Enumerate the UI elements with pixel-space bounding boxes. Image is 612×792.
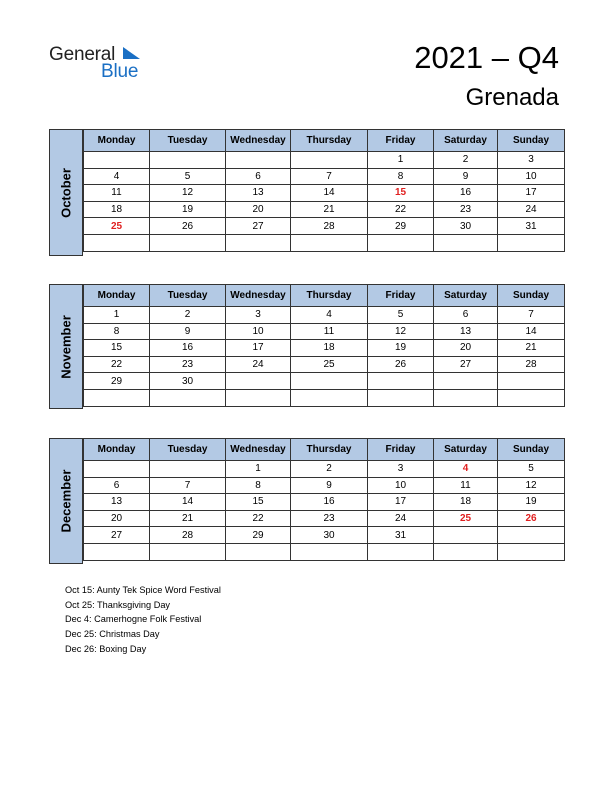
- day-cell: 1: [84, 307, 150, 324]
- weekday-header: Sunday: [498, 130, 565, 152]
- day-cell: [434, 389, 498, 406]
- day-cell: 31: [368, 527, 434, 544]
- day-cell: 3: [368, 461, 434, 478]
- week-row: [84, 307, 565, 324]
- day-cell: 20: [226, 201, 291, 218]
- day-cell: 19: [368, 340, 434, 357]
- day-cell: 12: [368, 323, 434, 340]
- day-cell: 1: [226, 461, 291, 478]
- day-cell: 13: [226, 185, 291, 202]
- weekday-header: Friday: [368, 285, 434, 307]
- day-cell: 2: [291, 461, 368, 478]
- weekday-header: Thursday: [291, 439, 368, 461]
- week-row: [84, 527, 565, 544]
- day-cell: [150, 461, 226, 478]
- month-block-november: [49, 284, 564, 409]
- day-cell: 11: [291, 323, 368, 340]
- day-cell: [84, 152, 150, 169]
- weekday-header: Monday: [84, 439, 150, 461]
- weekday-header: Thursday: [291, 285, 368, 307]
- holiday-note: Oct 15: Aunty Tek Spice Word Festival: [65, 585, 221, 595]
- week-row: [84, 494, 565, 511]
- day-cell: [434, 373, 498, 390]
- day-cell: 15: [368, 185, 434, 202]
- day-cell: 25: [84, 218, 150, 235]
- day-cell: 28: [291, 218, 368, 235]
- day-cell: 2: [434, 152, 498, 169]
- week-row: [84, 477, 565, 494]
- weekday-header: Friday: [368, 439, 434, 461]
- day-cell: 22: [368, 201, 434, 218]
- week-row: [84, 340, 565, 357]
- month-block-december: [49, 438, 564, 564]
- day-cell: [226, 543, 291, 560]
- day-cell: 10: [498, 168, 565, 185]
- day-cell: [291, 373, 368, 390]
- day-cell: 28: [498, 356, 565, 373]
- day-cell: 25: [434, 510, 498, 527]
- holiday-note: Dec 25: Christmas Day: [65, 629, 160, 640]
- day-cell: 29: [226, 527, 291, 544]
- day-cell: 7: [150, 477, 226, 494]
- day-cell: 17: [226, 340, 291, 357]
- logo-text-general: General: [49, 44, 116, 65]
- day-cell: 16: [434, 185, 498, 202]
- day-cell: 27: [226, 218, 291, 235]
- logo-text-blue: Blue: [101, 61, 139, 82]
- month-name: October: [58, 167, 74, 218]
- day-cell: [368, 543, 434, 560]
- day-cell: 30: [150, 373, 226, 390]
- day-cell: [498, 527, 565, 544]
- day-cell: 26: [368, 356, 434, 373]
- day-cell: 20: [434, 340, 498, 357]
- day-cell: [434, 543, 498, 560]
- day-cell: 18: [291, 340, 368, 357]
- month-name: December: [58, 469, 74, 533]
- weekday-header: Tuesday: [150, 130, 226, 152]
- country-name: Grenada: [465, 84, 559, 111]
- day-cell: 6: [434, 307, 498, 324]
- day-cell: 24: [498, 201, 565, 218]
- holiday-note: Dec 4: Camerhogne Folk Festival: [65, 614, 202, 625]
- day-cell: 29: [84, 373, 150, 390]
- weekday-header: Wednesday: [226, 439, 291, 461]
- day-cell: 5: [368, 307, 434, 324]
- weekday-header: Saturday: [434, 439, 498, 461]
- day-cell: 4: [291, 307, 368, 324]
- day-cell: [434, 527, 498, 544]
- holiday-notes: [65, 583, 221, 657]
- week-row: [84, 356, 565, 373]
- day-cell: 8: [84, 323, 150, 340]
- calendar-grid: [83, 129, 565, 252]
- day-cell: 6: [226, 168, 291, 185]
- week-row: [84, 218, 565, 235]
- day-cell: [226, 152, 291, 169]
- day-cell: [368, 373, 434, 390]
- day-cell: 6: [84, 477, 150, 494]
- page-title: 2021 – Q4: [414, 40, 559, 75]
- week-row: [84, 373, 565, 390]
- day-cell: 1: [368, 152, 434, 169]
- day-cell: [226, 373, 291, 390]
- holiday-note: Dec 26: Boxing Day: [65, 643, 147, 654]
- calendar-grid: [83, 284, 565, 407]
- weekday-header: Wednesday: [226, 285, 291, 307]
- day-cell: 14: [291, 185, 368, 202]
- month-name: November: [58, 314, 74, 379]
- weekday-header: Sunday: [498, 285, 565, 307]
- day-cell: [291, 152, 368, 169]
- day-cell: 20: [84, 510, 150, 527]
- weekday-header: Sunday: [498, 439, 565, 461]
- week-row: [84, 152, 565, 169]
- day-cell: [150, 543, 226, 560]
- weekday-header-row: [84, 130, 565, 152]
- day-cell: 7: [498, 307, 565, 324]
- day-cell: 21: [150, 510, 226, 527]
- day-cell: 22: [226, 510, 291, 527]
- week-row: [84, 201, 565, 218]
- week-row: [84, 389, 565, 406]
- day-cell: 19: [150, 201, 226, 218]
- day-cell: 2: [150, 307, 226, 324]
- day-cell: 12: [498, 477, 565, 494]
- week-row: [84, 168, 565, 185]
- weekday-header: Monday: [84, 285, 150, 307]
- weekday-header: Tuesday: [150, 285, 226, 307]
- day-cell: 9: [434, 168, 498, 185]
- day-cell: 19: [498, 494, 565, 511]
- day-cell: 15: [226, 494, 291, 511]
- day-cell: 16: [291, 494, 368, 511]
- day-cell: 7: [291, 168, 368, 185]
- brand-logo: [49, 44, 159, 84]
- day-cell: 4: [434, 461, 498, 478]
- day-cell: 27: [84, 527, 150, 544]
- month-block-october: [49, 129, 564, 256]
- day-cell: 21: [498, 340, 565, 357]
- day-cell: 10: [368, 477, 434, 494]
- day-cell: 11: [84, 185, 150, 202]
- day-cell: 18: [84, 201, 150, 218]
- weekday-header-row: [84, 285, 565, 307]
- day-cell: 8: [226, 477, 291, 494]
- day-cell: 16: [150, 340, 226, 357]
- holiday-note: Oct 25: Thanksgiving Day: [65, 599, 171, 610]
- day-cell: 9: [291, 477, 368, 494]
- day-cell: 21: [291, 201, 368, 218]
- day-cell: 9: [150, 323, 226, 340]
- day-cell: 26: [498, 510, 565, 527]
- day-cell: 24: [226, 356, 291, 373]
- day-cell: [150, 152, 226, 169]
- weekday-header: Friday: [368, 130, 434, 152]
- day-cell: [368, 234, 434, 251]
- day-cell: 12: [150, 185, 226, 202]
- weekday-header: Saturday: [434, 130, 498, 152]
- day-cell: [291, 389, 368, 406]
- day-cell: [498, 234, 565, 251]
- weekday-header: Monday: [84, 130, 150, 152]
- weekday-header: Thursday: [291, 130, 368, 152]
- weekday-header: Saturday: [434, 285, 498, 307]
- day-cell: 31: [498, 218, 565, 235]
- day-cell: [368, 389, 434, 406]
- day-cell: 14: [498, 323, 565, 340]
- month-label-panel: [49, 129, 83, 256]
- day-cell: 8: [368, 168, 434, 185]
- day-cell: [291, 543, 368, 560]
- month-label-panel: [49, 284, 83, 409]
- day-cell: 30: [291, 527, 368, 544]
- day-cell: 3: [226, 307, 291, 324]
- weekday-header: Tuesday: [150, 439, 226, 461]
- day-cell: [150, 234, 226, 251]
- week-row: [84, 510, 565, 527]
- day-cell: [226, 389, 291, 406]
- day-cell: [498, 373, 565, 390]
- day-cell: 23: [150, 356, 226, 373]
- week-row: [84, 543, 565, 560]
- week-row: [84, 234, 565, 251]
- weekday-header-row: [84, 439, 565, 461]
- day-cell: [434, 234, 498, 251]
- day-cell: 5: [150, 168, 226, 185]
- day-cell: 24: [368, 510, 434, 527]
- day-cell: 23: [291, 510, 368, 527]
- day-cell: 26: [150, 218, 226, 235]
- day-cell: 4: [84, 168, 150, 185]
- day-cell: 13: [434, 323, 498, 340]
- day-cell: 28: [150, 527, 226, 544]
- flag-icon: [121, 46, 141, 62]
- weekday-header: Wednesday: [226, 130, 291, 152]
- day-cell: 27: [434, 356, 498, 373]
- day-cell: 3: [498, 152, 565, 169]
- day-cell: 29: [368, 218, 434, 235]
- day-cell: [150, 389, 226, 406]
- day-cell: [226, 234, 291, 251]
- day-cell: 18: [434, 494, 498, 511]
- day-cell: 17: [368, 494, 434, 511]
- day-cell: 30: [434, 218, 498, 235]
- day-cell: 11: [434, 477, 498, 494]
- day-cell: [84, 234, 150, 251]
- calendar-grid: [83, 438, 565, 561]
- week-row: [84, 323, 565, 340]
- day-cell: [498, 389, 565, 406]
- day-cell: [84, 543, 150, 560]
- month-label-panel: [49, 438, 83, 564]
- day-cell: 14: [150, 494, 226, 511]
- day-cell: [84, 389, 150, 406]
- day-cell: 15: [84, 340, 150, 357]
- day-cell: 5: [498, 461, 565, 478]
- day-cell: [84, 461, 150, 478]
- day-cell: [498, 543, 565, 560]
- day-cell: 17: [498, 185, 565, 202]
- day-cell: 25: [291, 356, 368, 373]
- day-cell: 13: [84, 494, 150, 511]
- week-row: [84, 185, 565, 202]
- day-cell: 22: [84, 356, 150, 373]
- day-cell: [291, 234, 368, 251]
- day-cell: 10: [226, 323, 291, 340]
- day-cell: 23: [434, 201, 498, 218]
- week-row: [84, 461, 565, 478]
